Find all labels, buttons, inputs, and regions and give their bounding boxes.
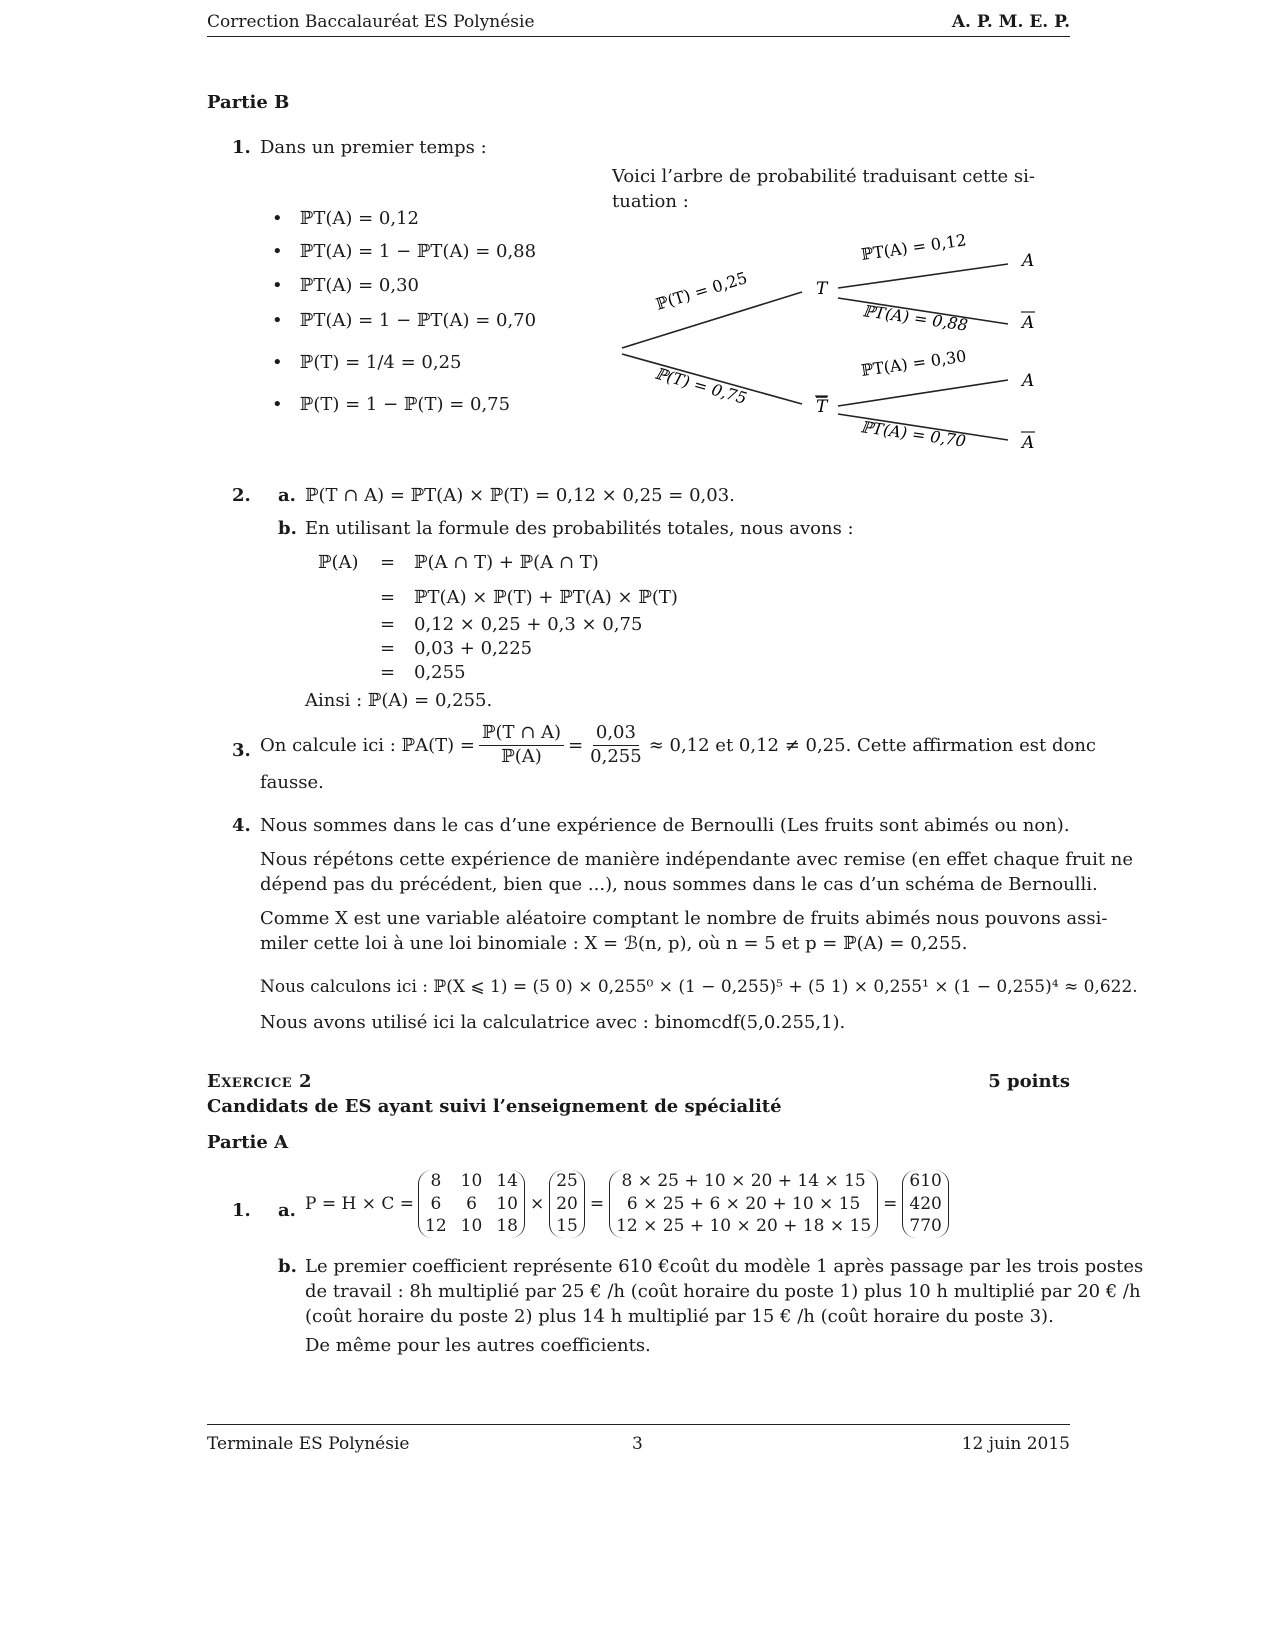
q3-text-end: ≈ 0,12 et 0,12 ≠ 0,25. Cette affirmation est donc (648, 734, 1096, 756)
matrix-C (549, 1170, 585, 1238)
footer-right: 12 juin 2015 (961, 1434, 1070, 1454)
label-branch-Tbar: ℙ(T) = 0,75 (652, 363, 749, 408)
bullet-5: • ℙ(T) = 1/4 = 0,25 (272, 352, 462, 373)
q3-text-start: On calcule ici : ℙA(T) = (260, 734, 475, 756)
matrix-H (418, 1170, 525, 1238)
h-33: 18 (496, 1216, 518, 1237)
q3-line2: fausse. (260, 772, 324, 793)
exercise-2-title: Exercice 2 (207, 1071, 312, 1092)
bullet-6: • ℙ(T) = 1 − ℙ(T) = 0,75 (272, 394, 511, 415)
h-22: 6 (466, 1193, 477, 1214)
q3-fraction-1 (479, 722, 564, 768)
h-31: 12 (425, 1216, 447, 1237)
exercise-2-points: 5 points (988, 1071, 1070, 1092)
q3-frac2-num: 0,03 (593, 722, 639, 746)
times-sign: × (529, 1194, 545, 1215)
q3-frac1-den: ℙ(A) (501, 745, 542, 767)
matrix-equation (305, 1170, 949, 1238)
matrix-P (902, 1170, 948, 1238)
q2b-eq-1: = (380, 552, 396, 573)
q2a-text: ℙ(T ∩ A) = ℙT(A) × ℙ(T) = 0,12 × 0,25 = 0,03. (305, 485, 735, 506)
footer-page-number: 3 (632, 1434, 643, 1454)
p-2: 420 (909, 1193, 942, 1214)
matrix-calc (609, 1170, 878, 1238)
calc-1: 8 × 25 + 10 × 20 + 14 × 15 (621, 1171, 866, 1191)
matrix-eq-lhs: P = H × C = (305, 1194, 415, 1215)
q2b-eq-3: = (380, 614, 396, 635)
partie-b-title: Partie B (207, 92, 290, 113)
label-branch-TbarA: ℙT(A) = 0,30 (859, 346, 968, 380)
branch-T-A (838, 264, 1008, 288)
header-left: Correction Baccalauréat ES Polynésie (207, 12, 535, 32)
q2b-lhs: ℙ(A) (318, 552, 359, 573)
ex2-q1b-line3: (coût horaire du poste 2) plus 14 h multiplié par 15 € /h (coût horaire du poste 3). (305, 1306, 1054, 1327)
q2b-eq-2: = (380, 587, 396, 608)
bullet-6-text: ℙ(T) = 1 − ℙ(T) = 0,75 (299, 394, 511, 415)
q4-calc: Nous calculons ici : ℙ(X ⩽ 1) = (5 0) × 0,255⁰ × (1 − 0,255)⁵ + (5 1) × 0,255¹ × (1 − 0,255)⁴ ≈ 0,622. (260, 977, 1138, 997)
ex2-q1b-line4: De même pour les autres coefficients. (305, 1335, 651, 1356)
q4-p2-line2: dépend pas du précédent, bien que ...), nous sommes dans le cas d’un schéma de Bernoulli. (260, 874, 1098, 895)
branch-root-T (622, 292, 802, 348)
h-12: 10 (460, 1171, 483, 1191)
bullet-3-text: ℙT(A) = 0,30 (299, 275, 419, 296)
tree-intro-line2: tuation : (612, 191, 689, 212)
footer-rule (207, 1424, 1070, 1425)
node-A-2: A (1022, 371, 1035, 391)
label-branch-TA: ℙT(A) = 0,12 (859, 230, 968, 264)
q2b-eq-5: = (380, 662, 396, 683)
calc-2: 6 × 25 + 6 × 20 + 10 × 15 (626, 1193, 861, 1214)
bullet-4-text: ℙT(A) = 1 − ℙT(A) = 0,70 (299, 310, 537, 331)
equals-sign-2: = (883, 1194, 898, 1215)
bullet-2-text: ℙT(A) = 1 − ℙT(A) = 0,88 (299, 241, 537, 262)
node-T: T (816, 279, 828, 299)
q2b-label: b. (278, 518, 297, 539)
header-rule (207, 36, 1070, 37)
node-Abar-1: A (1022, 313, 1035, 333)
ex2-q1-number: 1. (232, 1200, 251, 1221)
q1-number: 1. (232, 137, 251, 158)
p-3: 770 (909, 1216, 942, 1237)
q3-fraction-2 (587, 722, 645, 768)
c-1: 25 (556, 1171, 578, 1191)
q2b-line-3: 0,12 × 0,25 + 0,3 × 0,75 (414, 614, 643, 635)
h-13: 14 (496, 1171, 518, 1191)
bullet-4: • ℙT(A) = 1 − ℙT(A) = 0,70 (272, 310, 537, 331)
node-Abar-2: A (1022, 433, 1035, 453)
q3-number: 3. (232, 740, 251, 761)
ex2-q1a-label: a. (278, 1200, 296, 1221)
q4-p1: Nous sommes dans le cas d’une expérience de Bernoulli (Les fruits sont abimés ou non). (260, 815, 1070, 836)
q2b-line-4: 0,03 + 0,225 (414, 638, 533, 659)
partie-a-title: Partie A (207, 1132, 289, 1153)
bullet-1-text: ℙT(A) = 0,12 (299, 208, 419, 229)
node-A-1: A (1022, 251, 1035, 271)
h-11: 8 (430, 1171, 442, 1191)
q2b-conclusion: Ainsi : ℙ(A) = 0,255. (305, 690, 493, 711)
equals-sign-1: = (589, 1194, 605, 1215)
label-branch-T: ℙ(T) = 0,25 (653, 268, 750, 314)
exercise-2-subtitle: Candidats de ES ayant suivi l’enseignement de spécialité (207, 1096, 782, 1117)
h-32: 10 (460, 1216, 483, 1237)
q2b-line-2: ℙT(A) × ℙ(T) + ℙT(A) × ℙ(T) (414, 587, 678, 608)
q4-p3-line2: miler cette loi à une loi binomiale : X = ℬ(n, p), où n = 5 et p = ℙ(A) = 0,255. (260, 933, 968, 954)
q3-frac2-den: 0,255 (590, 745, 642, 767)
h-21: 6 (430, 1193, 442, 1214)
bullet-1: • ℙT(A) = 0,12 (272, 208, 419, 229)
q2b-line-1: ℙ(A ∩ T) + ℙ(A ∩ T) (414, 552, 599, 573)
ex2-q1b-line2: de travail : 8h multiplié par 25 € /h (coût horaire du poste 1) plus 10 h multiplié par 20 € /h (305, 1281, 1141, 1302)
q2b-eq-4: = (380, 638, 396, 659)
label-branch-TAbar: ℙT(A) = 0,88 (861, 301, 970, 335)
h-23: 10 (496, 1193, 518, 1214)
c-3: 15 (556, 1216, 578, 1237)
q4-p3-line1: Comme X est une variable aléatoire comptant le nombre de fruits abimés nous pouvons assi- (260, 908, 1108, 929)
bullet-5-text: ℙ(T) = 1/4 = 0,25 (299, 352, 462, 373)
header-right: A. P. M. E. P. (951, 12, 1070, 32)
bullet-3: • ℙT(A) = 0,30 (272, 275, 419, 296)
q1-intro: Dans un premier temps : (260, 137, 487, 158)
c-2: 20 (556, 1193, 578, 1214)
q3-line (260, 722, 1096, 768)
node-Tbar: T (816, 397, 828, 417)
q4-number: 4. (232, 815, 251, 836)
footer-left: Terminale ES Polynésie (207, 1434, 410, 1454)
branch-Tbar-A (838, 380, 1008, 406)
label-branch-TbarAbar: ℙT(A) = 0,70 (859, 417, 968, 451)
bullet-2: • ℙT(A) = 1 − ℙT(A) = 0,88 (272, 241, 537, 262)
q2b-line-5: 0,255 (414, 662, 466, 683)
q2a-label: a. (278, 485, 296, 506)
q3-frac1-num: ℙ(T ∩ A) (479, 722, 564, 746)
p-1: 610 (909, 1171, 942, 1191)
q4-p2-line1: Nous répétons cette expérience de manière indépendante avec remise (en effet chaque fruit ne (260, 849, 1134, 870)
ex2-q1b-label: b. (278, 1256, 297, 1277)
q4-p5: Nous avons utilisé ici la calculatrice avec : binomcdf(5,0.255,1). (260, 1012, 846, 1033)
q2b-text: En utilisant la formule des probabilités totales, nous avons : (305, 518, 854, 539)
probability-tree (610, 228, 1050, 468)
tree-intro-line1: Voici l’arbre de probabilité traduisant cette si- (612, 166, 1035, 187)
calc-3: 12 × 25 + 10 × 20 + 18 × 15 (616, 1216, 872, 1237)
ex2-q1b-line1: Le premier coefficient représente 610 €coût du modèle 1 après passage par les trois postes (305, 1256, 1144, 1277)
q3-equals: = (568, 734, 584, 756)
q2-number: 2. (232, 485, 251, 506)
